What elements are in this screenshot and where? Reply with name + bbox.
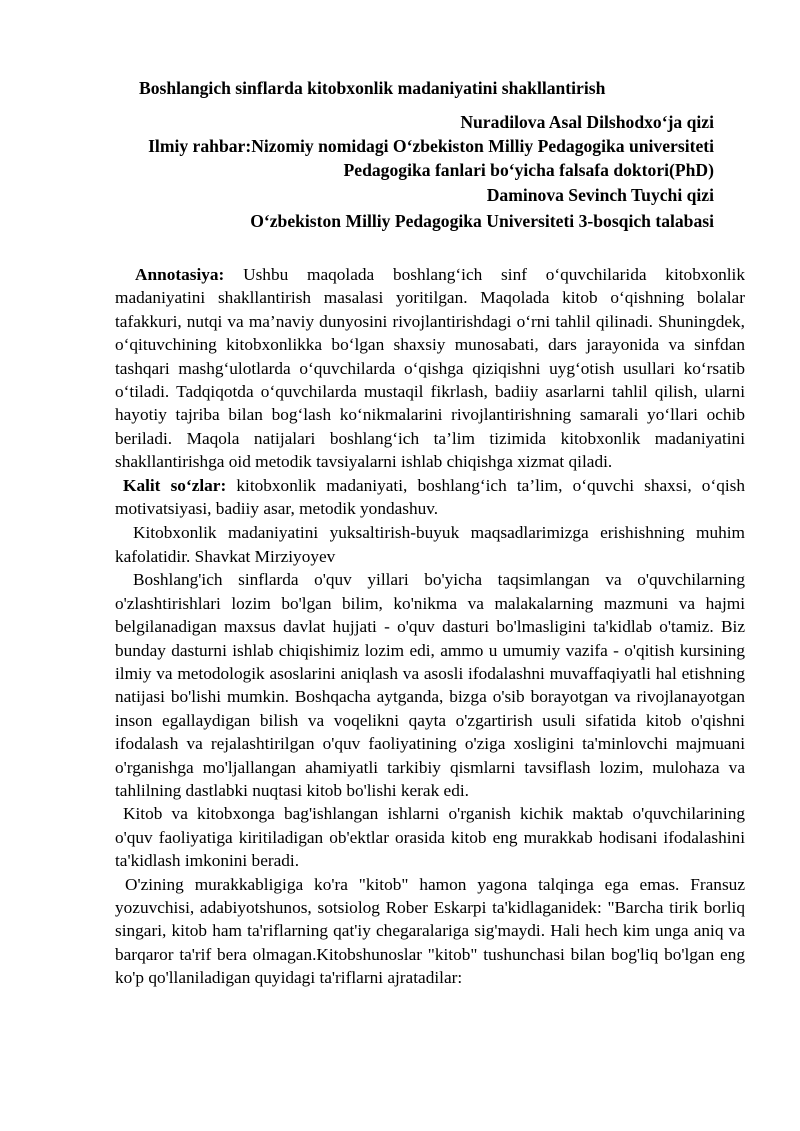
affiliation: O‘zbekiston Milliy Pedagogika Universiteti 3-bosqich talabasi [250, 211, 714, 231]
paper-title: Boshlangich sinflarda kitobxonlik madaniyatini shakllantirish [139, 78, 606, 98]
keywords-label: Kalit so‘zlar: [123, 475, 227, 495]
abstract-label: Annotasiya: [135, 265, 225, 284]
author-name: Nuradilova Asal Dilshodxo‘ja qizi [460, 112, 714, 132]
abstract-text: Ushbu maqolada boshlang‘ich sinf o‘quvchilarida kitobxonlik madaniyatini shakllantirish masalasi yoritilgan. Maqolada kitob o‘qishning bolalar tafakkuri, nutqi va ma’naviy dunyosini rivojlantirishdagi o‘rni tahlil qilinadi. Shuningdek, o‘qituvchining kitobxonlikka bo‘lgan shaxsiy munosabati, dars jarayonida va sinfdan tashqari mashg‘ulotlarda o‘quvchilarda o‘qishga qiziqishni uyg‘otish usullari ko‘rsatib o‘tiladi. Tadqiqotda o‘quvchilarda mustaqil fikrlash, badiiy asarlarni tahlil qilish, ularni hayotiy tajriba bilan bog‘lash ko‘nikmalarini rivojlantirishning samarali yo‘llari ochib beriladi. Maqola natijalari boshlang‘ich ta’lim tizimida kitobxonlik madaniyatini shakllantirishga oid metodik tavsiyalarni ishlab chiqishga xizmat qiladi. [115, 265, 745, 472]
keywords-text: kitobxonlik madaniyati, boshlang‘ich ta’lim, o‘quvchi shaxsi, o‘qish motivatsiyasi, badiiy asar, metodik yondashuv. [115, 475, 746, 519]
keywords-paragraph [115, 474, 745, 521]
article-body [115, 263, 745, 990]
supervisor-degree: Pedagogika fanlari bo‘yicha falsafa doktori(PhD) [343, 160, 714, 180]
epigraph-paragraph: Kitobxonlik madaniyatini yuksaltirish-buyuk maqsadlarimizga erishishning muhim kafolatidir. Shavkat Mirziyoyev [115, 523, 745, 566]
supervisor-line: Ilmiy rahbar:Nizomiy nomidagi O‘zbekiston Milliy Pedagogika universiteti [148, 136, 714, 156]
body-paragraph: O'zining murakkabligiga ko'ra "kitob" hamon yagona talqinga ega emas. Fransuz yozuvchisi, adabiyotshunos, sotsiolog Rober Eskarpi ta'kidlaganidek: "Barcha tirik borliq singari, kitob ham ta'riflarning qat'iy chegaralariga sig'maydi. Hali hech kim unga aniq va barqaror ta'rif bera olmagan.Kitobshunoslar "kitob" tushunchasi bilan bog'liq bo'lgan eng ko'p qo'llaniladigan quyidagi ta'riflarni ajratadilar: [115, 874, 745, 988]
body-paragraph: Kitob va kitobxonga bag'ishlangan ishlarni o'rganish kichik maktab o'quvchilarining o'quv faoliyatiga kiritiladigan ob'ektlar orasida kitob eng murakkab hodisani ifodalashini ta'kidlash imkonini beradi. [115, 804, 745, 871]
abstract-paragraph [115, 263, 745, 474]
body-paragraph: Boshlang'ich sinflarda o'quv yillari bo'yicha taqsimlangan va o'quvchilarning o'zlashtirishlari lozim bo'lgan bilim, ko'nikma va malakalarning mazmuni va hajmi belgilanadigan maxsus davlat hujjati - o'quv dasturi bo'lmasligini ta'kidlab o'tamiz. Biz bunday dasturni ishlab chiqishimiz lozim edi, ammo u umumiy vazifa - o'qitish kursining ilmiy va metodologik asoslarini aniqlash va asosli ifodalashni muvaffaqiyatli hal etishning natijasi bo'lishi mumkin. Boshqacha aytganda, bizga o'sib borayotgan va rivojlanayotgan inson egallaydigan bilish va voqelikni qayta o'zgartirish usuli sifatida kitob o'qishni ifodalash va rejalashtirilgan o'quv faoliyatining o'ziga xosligini ta'minlovchi majmuani o'rganishga mo'ljallangan ahamiyatli tarkibiy qismlarni tavsiflash lozim, mulohaza va tahlilning dastlabki nuqtasi kitob bo'lishi kerak edi. [115, 570, 745, 800]
second-author: Daminova Sevinch Tuychi qizi [486, 185, 714, 205]
